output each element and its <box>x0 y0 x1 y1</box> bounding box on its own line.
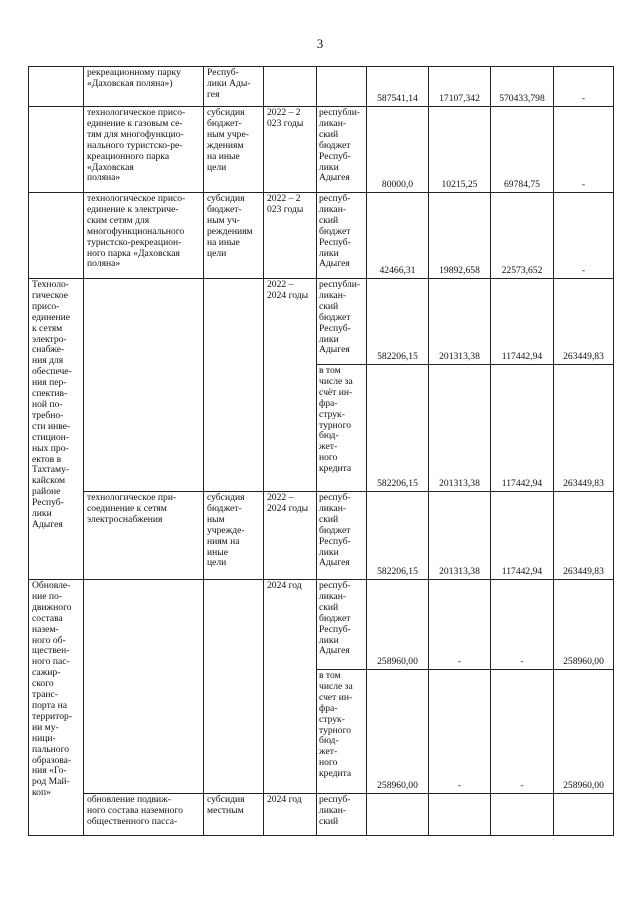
year-2022-cell <box>429 794 491 836</box>
year-2024-cell <box>554 794 614 836</box>
period-cell: 2024 год <box>264 580 317 794</box>
year-2023-cell: 570433,798 <box>491 67 554 107</box>
year-2023-cell: 69784,75 <box>491 107 554 193</box>
table-row <box>29 67 614 107</box>
type-cell: Респуб- лики Ады- гея <box>204 67 264 107</box>
year-2022-cell: - <box>429 580 491 670</box>
direction-cell <box>84 580 204 794</box>
direction-cell: обновление подвиж- ного состава наземного общественного пасса- <box>84 794 204 836</box>
main-event-cell <box>29 67 84 107</box>
direction-cell: технологическое присо- единение к электриче- ским сетям для многофункционального туристско-рекреацион- ного парка «Даховская поляна» <box>84 193 204 279</box>
table-row <box>29 580 614 670</box>
period-cell: 2022 – 2024 годы <box>264 279 317 492</box>
total-cell: 582206,15 <box>367 279 429 365</box>
year-2023-cell: - <box>491 580 554 670</box>
period-cell: 2022 – 2 023 годы <box>264 193 317 279</box>
total-cell: 582206,15 <box>367 492 429 580</box>
type-cell: субсидия бюджет- ным учре- ждениям на иные цели <box>204 107 264 193</box>
type-cell <box>204 279 264 492</box>
year-2023-cell: - <box>491 670 554 794</box>
source-cell: респуб- ликан- ский бюджет Респуб- лики Адыгея <box>317 492 367 580</box>
table-row <box>29 492 614 580</box>
table-row <box>29 107 614 193</box>
source-cell: республи- ликан- ский бюджет Респуб- лики Адыгея <box>317 107 367 193</box>
total-cell: 582206,15 <box>367 365 429 492</box>
period-cell: 2024 год <box>264 794 317 836</box>
year-2024-cell: 263449,83 <box>554 492 614 580</box>
main-event-cell <box>29 107 84 193</box>
year-2022-cell: 201313,38 <box>429 365 491 492</box>
total-cell: 587541,14 <box>367 67 429 107</box>
year-2024-cell: - <box>554 193 614 279</box>
source-cell <box>317 67 367 107</box>
year-2024-cell: 263449,83 <box>554 279 614 365</box>
source-cell: респуб- ликан- ский бюджет Респуб- лики Адыгея <box>317 193 367 279</box>
total-cell: 258960,00 <box>367 670 429 794</box>
period-cell: 2022 – 2 023 годы <box>264 107 317 193</box>
direction-cell: рекреационному парку «Даховская поляна») <box>84 67 204 107</box>
total-cell <box>367 794 429 836</box>
year-2023-cell: 117442,94 <box>491 492 554 580</box>
total-cell: 42466,31 <box>367 193 429 279</box>
year-2022-cell: - <box>429 670 491 794</box>
direction-cell: технологическое при- соединение к сетям электроснабжения <box>84 492 204 580</box>
direction-cell <box>84 279 204 492</box>
table-row <box>29 794 614 836</box>
year-2022-cell: 201313,38 <box>429 279 491 365</box>
year-2023-cell: 117442,94 <box>491 279 554 365</box>
main-event-cell <box>29 193 84 279</box>
main-event-cell: Обновле- ние по- движного состава назем- ного об- ществен- ного пас- сажир- ского транс- порта на территор- ии му- ници- пального образова- ния «Го- род Май- коп» <box>29 580 84 836</box>
source-cell: респуб- ликан- ский <box>317 794 367 836</box>
total-cell: 80000,0 <box>367 107 429 193</box>
source-cell: в том числе за счет ин- фра- струк- турного бюд- жет- ного кредита <box>317 670 367 794</box>
table-row <box>29 279 614 365</box>
year-2022-cell: 17107,342 <box>429 67 491 107</box>
year-2024-cell: 258960,00 <box>554 670 614 794</box>
year-2023-cell <box>491 794 554 836</box>
total-cell: 258960,00 <box>367 580 429 670</box>
type-cell: субсидия бюджет- ным уч- реждениям на иные цели <box>204 193 264 279</box>
page-number: 3 <box>316 36 324 51</box>
type-cell <box>204 580 264 794</box>
main-event-cell: Техноло- гическое присо- единение к сетям электро- снабже- ния для обеспече- ния пер- спектив- ной по- требно- сти инве- стицион- ных про- ектов в Тахтаму- кайском районе Респуб- лики Адыгея <box>29 279 84 580</box>
year-2024-cell: 263449,83 <box>554 365 614 492</box>
source-cell: респуб- ликан- ский бюджет Респуб- лики Адыгея <box>317 580 367 670</box>
year-2022-cell: 10215,25 <box>429 107 491 193</box>
year-2024-cell: - <box>554 67 614 107</box>
type-cell: субсидия местным <box>204 794 264 836</box>
source-cell: республи- ликан- ский бюджет Респуб- лики Адыгея <box>317 279 367 365</box>
direction-cell: технологическое присо- единение к газовым се- тям для многофункцио- нального туристско-ре- креационного парка «Даховская поляна» <box>84 107 204 193</box>
year-2023-cell: 117442,94 <box>491 365 554 492</box>
period-cell <box>264 67 317 107</box>
year-2022-cell: 201313,38 <box>429 492 491 580</box>
year-2022-cell: 19892,658 <box>429 193 491 279</box>
year-2024-cell: - <box>554 107 614 193</box>
table-row <box>29 193 614 279</box>
budget-table <box>28 66 614 836</box>
source-cell: в том числе за счёт ин- фра- струк- турного бюд- жет- ного кредита <box>317 365 367 492</box>
year-2024-cell: 258960,00 <box>554 580 614 670</box>
type-cell: субсидия бюджет- ным учрежде- ниям на иные цели <box>204 492 264 580</box>
year-2023-cell: 22573,652 <box>491 193 554 279</box>
period-cell: 2022 – 2024 годы <box>264 492 317 580</box>
